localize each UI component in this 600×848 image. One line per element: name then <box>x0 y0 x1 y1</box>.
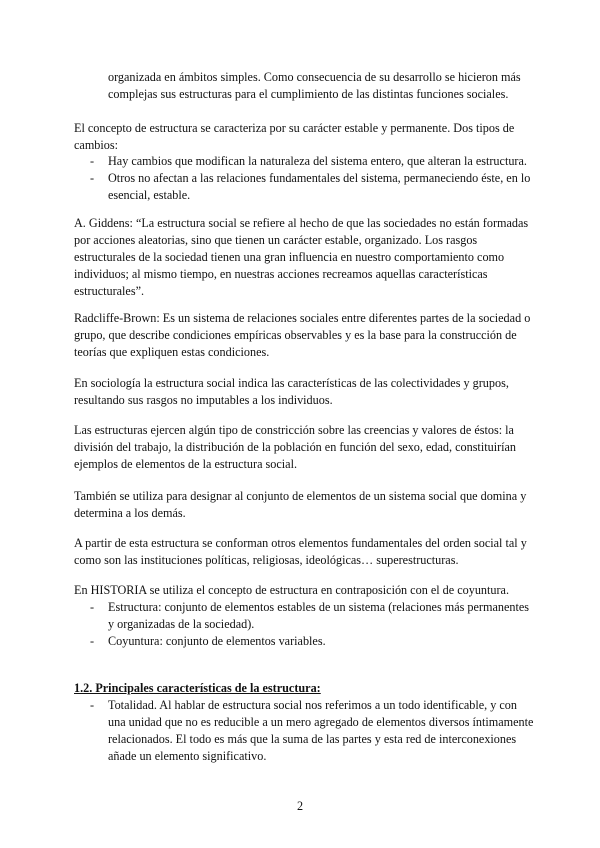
historia-paragraph: En HISTORIA se utiliza el concepto de estructura en contraposición con el de coyuntura. <box>74 583 509 597</box>
dash-bullet: - <box>90 634 95 648</box>
list-item: - Otros no afectan a las relaciones fundamentales del sistema, permaneciendo éste, en lo esencial, estable. <box>90 171 531 202</box>
apartir-paragraph: A partir de esta estructura se conforman otros elementos fundamentales del orden social tal y como son las instituciones políticas, religiosas, ideológicas… superestructuras. <box>74 536 527 567</box>
giddens-paragraph: A. Giddens: “La estructura social se refiere al hecho de que las sociedades no están formadas por acciones aleatorias, sino que tienen un carácter estable, organizado. Los rasgos estructurales de la sociedad tienen una gran influencia en nuestro comportamiento como individuos; al mismo tiempo, en nuestras acciones recreamos aquellas características estructurales”. <box>74 216 529 298</box>
continuation-paragraph: organizada en ámbitos simples. Como consecuencia de su desarrollo se hicieron más complejas sus estructuras para el cumplimiento de las distintas funciones sociales. <box>108 70 521 101</box>
list-item: - Coyuntura: conjunto de elementos variables. <box>90 634 326 648</box>
constriccion-paragraph: Las estructuras ejercen algún tipo de constricción sobre las creencias y valores de éstos: la división del trabajo, la distribución de la población en función del sexo, edad, constituirían ejemplos de elementos de la estructura social. <box>74 423 517 471</box>
page-number: 2 <box>296 799 304 813</box>
dash-bullet: - <box>90 154 95 168</box>
concept-paragraph: El concepto de estructura se caracteriza por su carácter estable y permanente. Dos tipos de cambios: <box>74 121 515 152</box>
list-item: - Estructura: conjunto de elementos estables de un sistema (relaciones más permanentes y organizadas de la sociedad). <box>90 600 530 631</box>
dash-bullet: - <box>90 171 95 185</box>
sociologia-paragraph: En sociología la estructura social indica las características de las colectividades y grupos, resultando sus rasgos no imputables a los individuos. <box>74 376 509 407</box>
list-item: - Hay cambios que modifican la naturaleza del sistema entero, que alteran la estructura. <box>90 154 527 168</box>
radcliffe-paragraph: Radcliffe-Brown: Es un sistema de relaciones sociales entre diferentes partes de la sociedad o grupo, que describe condiciones empíricas observables y es la base para la construcción de teorías que expliquen estas condiciones. <box>74 311 531 359</box>
list-item: - Totalidad. Al hablar de estructura social nos referimos a un todo identificable, y con una unidad que no es reducible a un mero agregado de elementos diversos íntimamente relacionados. El todo es más que la suma de las partes y esta red de interconexiones añade un elemento significativo. <box>90 698 534 763</box>
tambien-paragraph: También se utiliza para designar al conjunto de elementos de un sistema social que domina y determina a los demás. <box>74 489 527 520</box>
section-heading: 1.2. Principales características de la estructura: <box>74 681 321 695</box>
changes-list <box>74 153 534 204</box>
historia-list <box>74 599 534 650</box>
dash-bullet: - <box>90 600 95 614</box>
characteristics-list <box>74 697 534 765</box>
dash-bullet: - <box>90 698 95 712</box>
